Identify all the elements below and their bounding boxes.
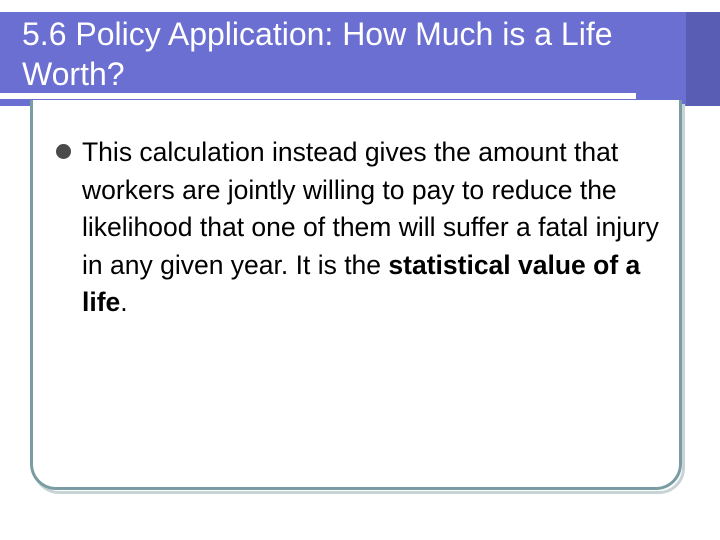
- bullet-dot-icon: [56, 144, 71, 159]
- bullet-text-lead: This calculation instead gives the amount that workers are jointly willing to pay to reduce the likelihood that one of them will suffer a fatal injury in any given year. It is the: [82, 137, 659, 280]
- slide-title: 5.6 Policy Application: How Much is a Life Worth?: [22, 16, 613, 92]
- bullet-text-tail: .: [120, 287, 128, 317]
- bullet-text: [82, 134, 680, 322]
- title-underline: [0, 93, 636, 99]
- title-band-shadow: [686, 12, 720, 106]
- bullet-text-emphasis: statistical value of a life: [82, 249, 641, 317]
